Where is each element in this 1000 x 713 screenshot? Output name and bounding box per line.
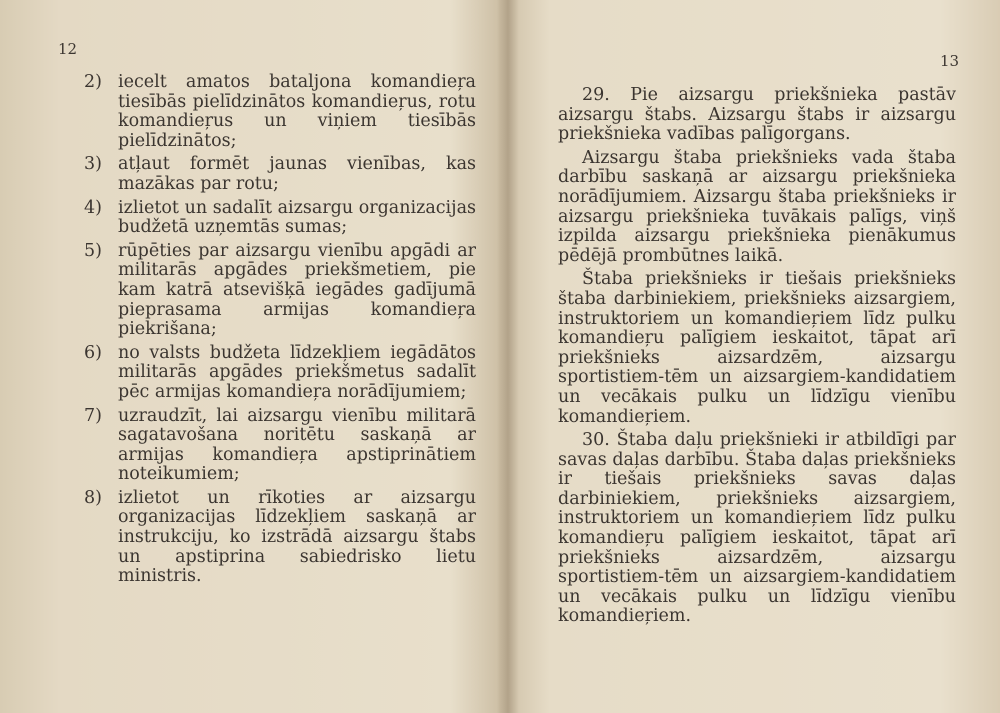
list-item-text: atļaut formēt jaunas vienības, kas mazākas par rotu; bbox=[118, 154, 476, 194]
paragraph: 30. Štaba daļu priekšnieki ir atbildīgi par savas daļas darbību. Štaba daļas priekšnieks ir tiešais priekšnieks savas daļas darbiniekiem, priekšnieks aizsargiem, instruktoriem un komandieŗiem līdz pulku komandieŗu palīgiem ieskaitot, tāpat arī priekšnieks aizsardzēm, aizsargu sportistiem-tēm un aizsargiem-kandidatiem un vecākais pulku un līdzīgu vienību komandieŗiem. bbox=[558, 430, 956, 627]
list-item-number: 8) bbox=[84, 487, 102, 508]
paragraph: 29. Pie aizsargu priekšnieka pastāv aizsargu štabs. Aizsargu štabs ir aizsargu priekšnieka vadības palīgorgans. bbox=[558, 85, 956, 145]
paragraph: Štaba priekšnieks ir tiešais priekšnieks štaba darbiniekiem, priekšnieks aizsargiem, instruktoriem un komandieŗiem līdz pulku komandieŗu palīgiem ieskaitot, tāpat arī priekšnieks aizsardzēm, aizsargu sportistiem-tēm un aizsargiem-kandidatiem un vecākais pulku un līdzīgu vienību komandieŗiem. bbox=[558, 269, 956, 427]
list-item-number: 2) bbox=[84, 72, 102, 92]
list-item bbox=[84, 73, 476, 151]
numbered-list bbox=[84, 73, 476, 591]
list-item bbox=[84, 489, 476, 587]
list-item-number: 5) bbox=[84, 240, 102, 261]
list-item-number: 4) bbox=[84, 197, 102, 218]
list-item bbox=[84, 155, 476, 194]
list-item-number: 6) bbox=[84, 342, 102, 363]
list-item bbox=[84, 344, 476, 403]
paragraph: Aizsargu štaba priekšnieks vada štaba darbību saskaņā ar aizsargu priekšnieka norādījumiem. Aizsargu štaba priekšnieks ir aizsargu priekšnieka tuvākais palīgs, viņš izpilda aizsargu priekšnieka pienākumus pēdējā prombūtnes laikā. bbox=[558, 147, 956, 266]
list-item bbox=[84, 199, 476, 238]
list-item-text: izlietot un rīkoties ar aizsargu organizacijas līdzekļiem saskaņā ar instrukciju, ko izstrādā aizsargu štabs un apstiprina sabiedrisko lietu ministris. bbox=[118, 487, 476, 587]
page-number-left: 12 bbox=[58, 40, 78, 58]
list-item-text: no valsts budžeta līdzekļiem iegādātos militarās apgādes priekšmetus sadalīt pēc armijas komandieŗa norādījumiem; bbox=[118, 342, 476, 402]
list-item-text: izlietot un sadalīt aizsargu organizacijas budžetā uzņemtās sumas; bbox=[118, 197, 476, 238]
list-item bbox=[84, 242, 476, 340]
page-number-right: 13 bbox=[940, 52, 960, 70]
list-item-text: iecelt amatos bataljona komandieŗa tiesībās pielīdzinātos komandieŗus, rotu komandieŗus un viņiem tiesībās pielīdzinātos; bbox=[118, 72, 476, 151]
list-item-text: uzraudzīt, lai aizsargu vienību militarā sagatavošana noritētu saskaņā ar armijas komandieŗa apstiprinātiem noteikumiem; bbox=[118, 405, 476, 485]
list-item-number: 3) bbox=[84, 154, 102, 175]
list-item-number: 7) bbox=[84, 405, 102, 426]
list-item bbox=[84, 407, 476, 485]
right-page-text bbox=[558, 86, 956, 631]
list-item-text: rūpēties par aizsargu vienību apgādi ar militarās apgādes priekšmetiem, pie kam katrā atsevišķā iegādes gadījumā pieprasama armijas komandieŗa piekrišana; bbox=[118, 240, 476, 340]
